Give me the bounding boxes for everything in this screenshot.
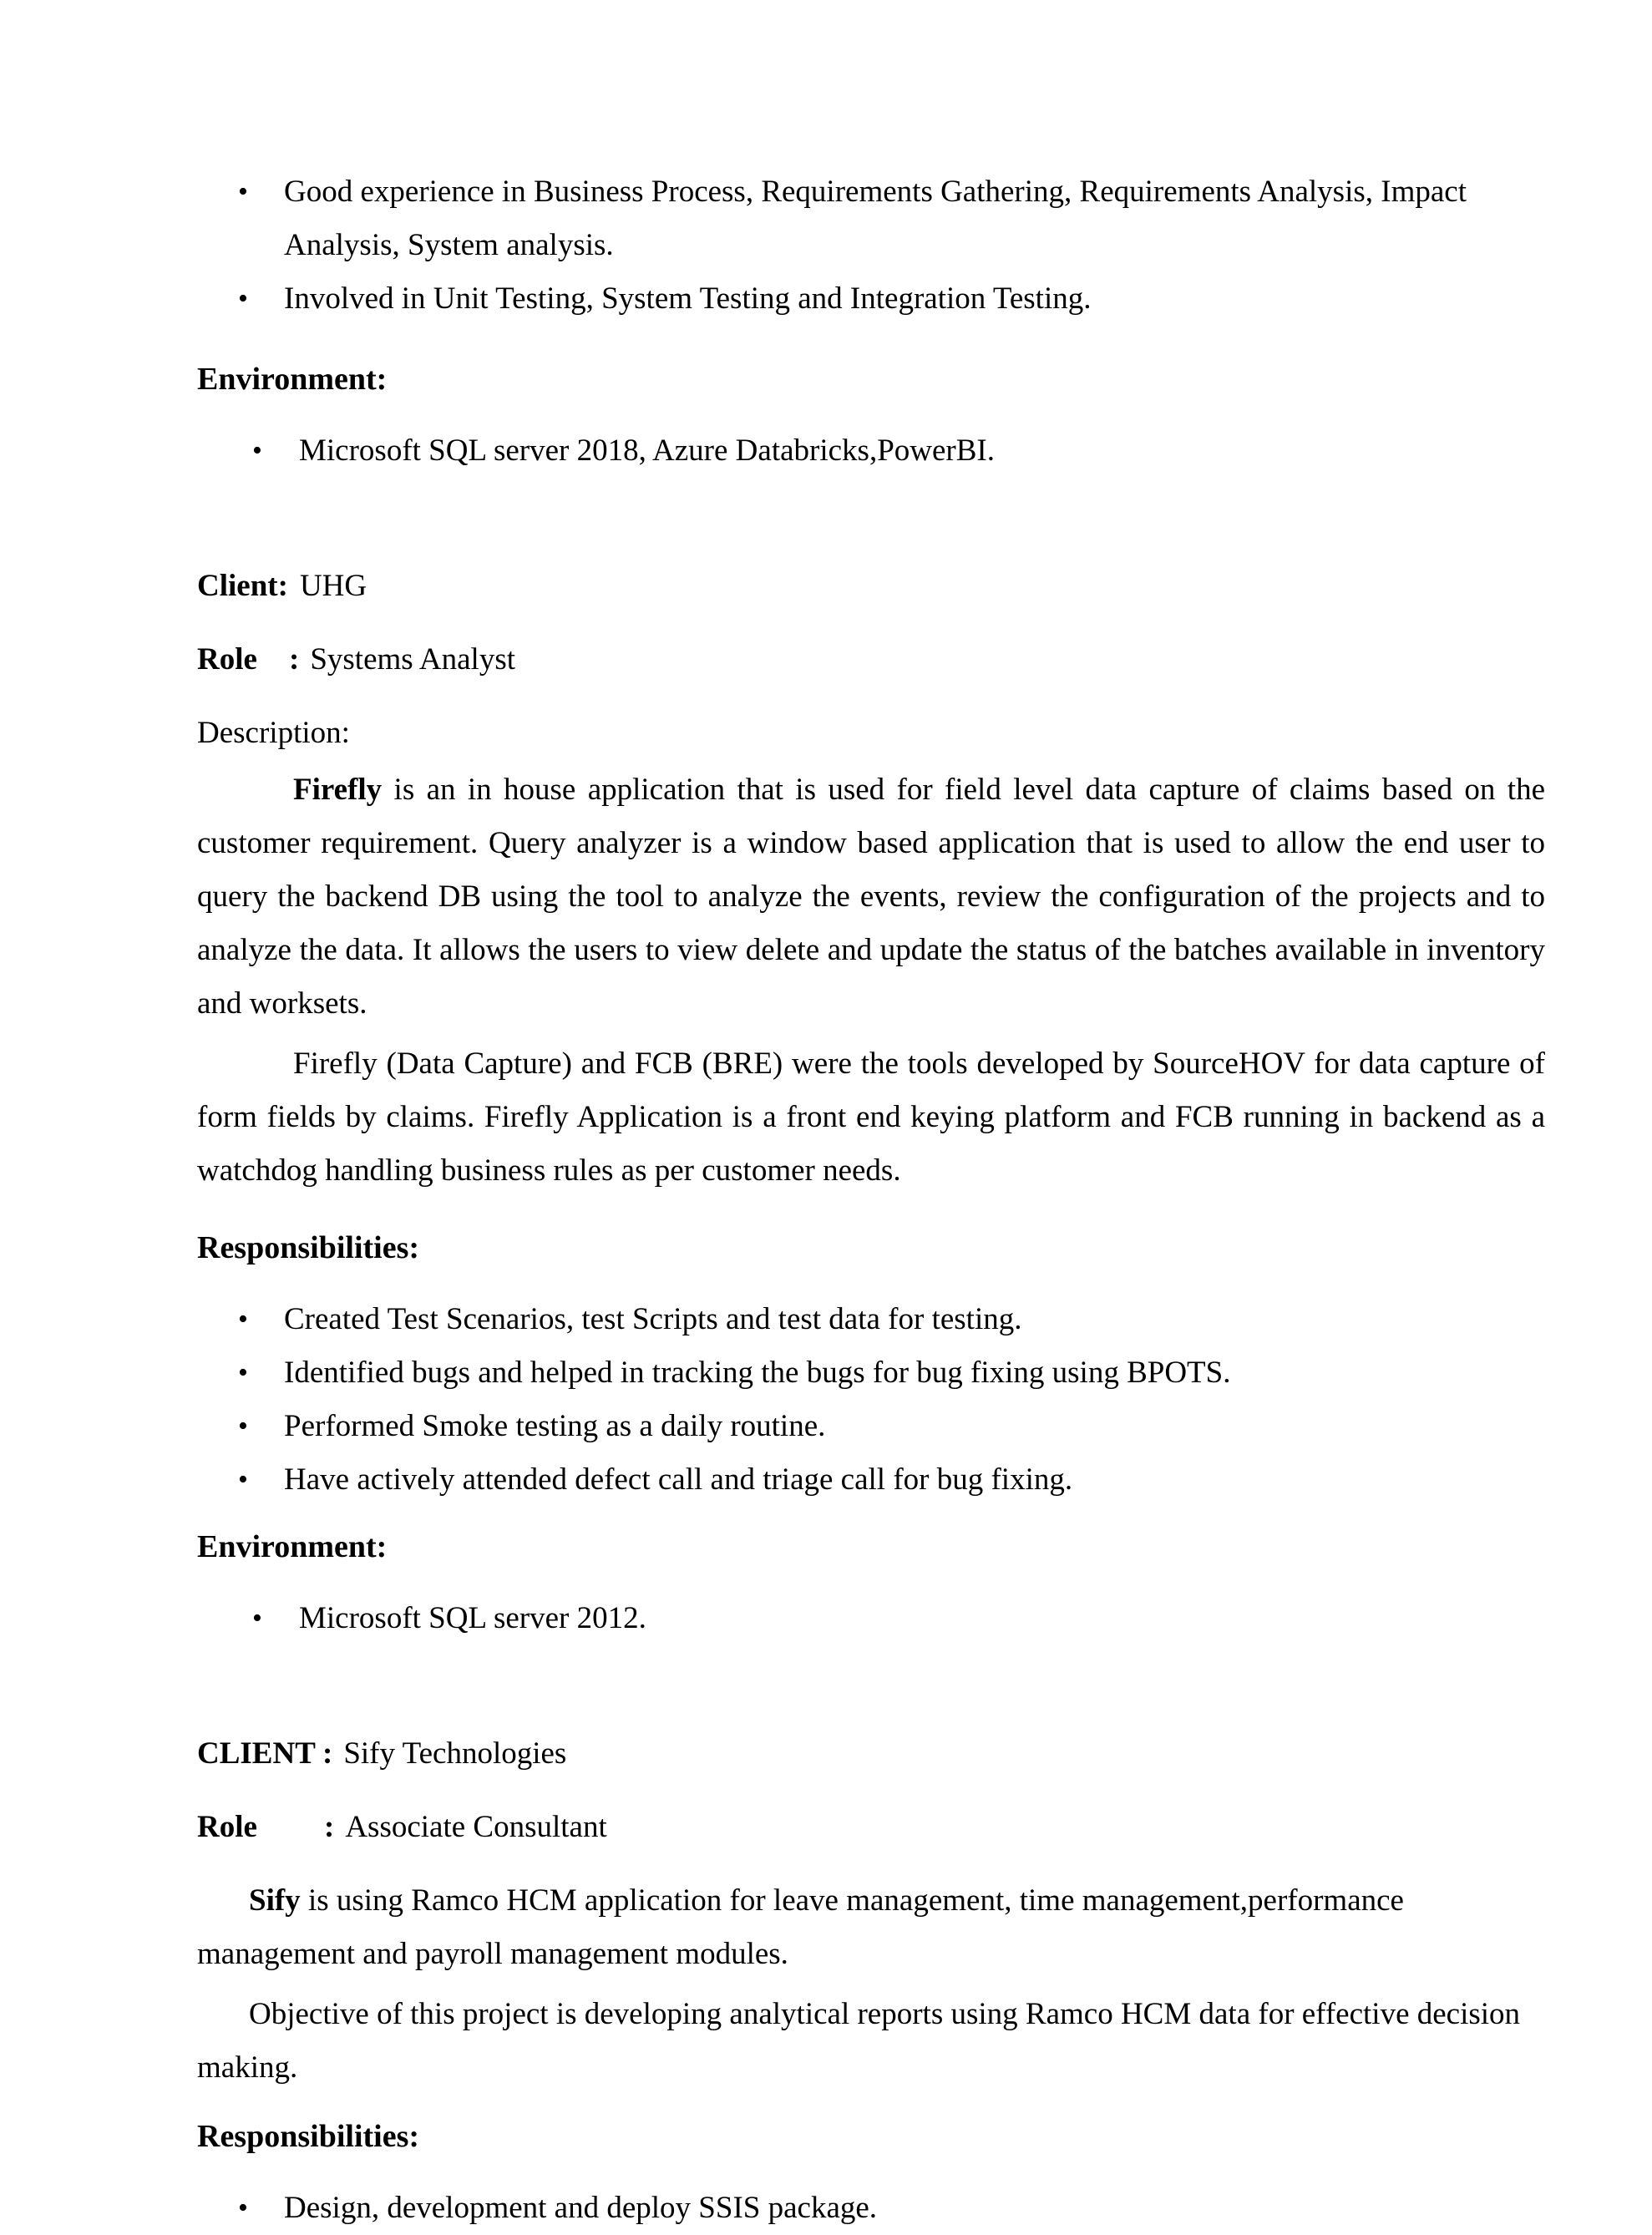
description-label-text: Description: <box>197 716 350 750</box>
list-item <box>197 424 1545 478</box>
responsibilities-heading: Responsibilities: <box>197 2119 420 2154</box>
bullet-icon: • <box>252 435 262 466</box>
environment-bullet-list <box>197 424 1545 478</box>
paragraph-lead-word: Sify <box>249 1883 301 1918</box>
role-line-uhg <box>197 633 1545 687</box>
bullet-text: Performed Smoke testing as a daily routine. <box>284 1409 826 1443</box>
list-item <box>197 1592 1545 1645</box>
paragraph-text: Objective of this project is developing analytical reports using Ramco HCM data for effective decision making. <box>197 1997 1521 2085</box>
paragraph-lead-word: Firefly <box>293 773 383 807</box>
bullet-icon: • <box>238 1464 248 1495</box>
role-label: Role <box>197 1810 257 1844</box>
role-line-sify <box>197 1801 1545 1854</box>
list-item <box>197 1400 1545 1453</box>
bullet-icon: • <box>238 176 248 207</box>
summary-bullet-list <box>197 165 1545 326</box>
list-item <box>197 1453 1545 1507</box>
description-paragraph-2 <box>197 1037 1545 1198</box>
bullet-text: Good experience in Business Process, Requirements Gathering, Requirements Analysis, Impact Analysis, System analysis. <box>284 175 1467 262</box>
client-value: Sify Technologies <box>343 1736 567 1771</box>
bullet-icon: • <box>238 1304 248 1335</box>
client-label: CLIENT <box>197 1736 316 1771</box>
list-item <box>197 272 1545 326</box>
client-line-sify <box>197 1727 1545 1781</box>
list-item <box>197 1293 1545 1346</box>
bullet-text: Design, development and deploy SSIS package. <box>284 2191 878 2225</box>
bullet-text: Involved in Unit Testing, System Testing and Integration Testing. <box>284 281 1092 316</box>
bullet-icon: • <box>238 1411 248 1442</box>
role-value: Systems Analyst <box>310 642 515 677</box>
role-colon: : <box>324 1810 335 1844</box>
bullet-text: Microsoft SQL server 2012. <box>299 1601 646 1635</box>
bullet-text: Have actively attended defect call and triage call for bug fixing. <box>284 1462 1073 1497</box>
paragraph-text: Firefly (Data Capture) and FCB (BRE) were the tools developed by SourceHOV for data capture of form fields by claims. Firefly Application is a front end keying platform and FCB running in backend as a watchdog handling business rules as per customer needs. <box>197 1047 1545 1188</box>
sify-paragraph-2 <box>197 1988 1545 2095</box>
client-line-uhg <box>197 560 1545 613</box>
description-paragraph-1 <box>197 763 1545 1031</box>
bullet-text: Identified bugs and helped in tracking the bugs for bug fixing using BPOTS. <box>284 1356 1231 1390</box>
role-value: Associate Consultant <box>345 1810 607 1844</box>
bullet-text: Created Test Scenarios, test Scripts and test data for testing. <box>284 1302 1022 1336</box>
client-value: UHG <box>299 569 367 603</box>
environment-heading: Environment: <box>197 362 388 397</box>
bullet-icon: • <box>252 1603 262 1634</box>
environment-heading: Environment: <box>197 1529 388 1564</box>
responsibilities-bullet-list <box>197 2182 1545 2235</box>
bullet-text: Microsoft SQL server 2018, Azure Databricks,PowerBI. <box>299 433 995 468</box>
list-item <box>197 2182 1545 2235</box>
paragraph-text: is an in house application that is used for field level data capture of claims based on the customer requirement. Query analyzer is a window based application that is used to allow the end user to query the backend DB using the tool to analyze the events, review the configuration of the projects and to analyze the data. It allows the users to view delete and update the status of the batches available in inventory and worksets. <box>197 773 1545 1021</box>
role-colon: : <box>289 642 300 677</box>
environment-bullet-list <box>197 1592 1545 1645</box>
bullet-icon: • <box>238 1357 248 1388</box>
client-colon: : <box>322 1736 333 1771</box>
list-item <box>197 165 1545 272</box>
responsibilities-bullet-list <box>197 1293 1545 1507</box>
responsibilities-heading: Responsibilities: <box>197 1230 420 1265</box>
client-label: Client: <box>197 569 288 603</box>
list-item <box>197 1346 1545 1400</box>
description-label <box>197 707 1545 760</box>
bullet-icon: • <box>238 2192 248 2223</box>
bullet-icon: • <box>238 283 248 314</box>
paragraph-text: is using Ramco HCM application for leave management, time management,performance management and payroll management modules. <box>197 1883 1404 1971</box>
sify-paragraph-1 <box>197 1874 1545 1981</box>
role-label: Role <box>197 642 257 677</box>
